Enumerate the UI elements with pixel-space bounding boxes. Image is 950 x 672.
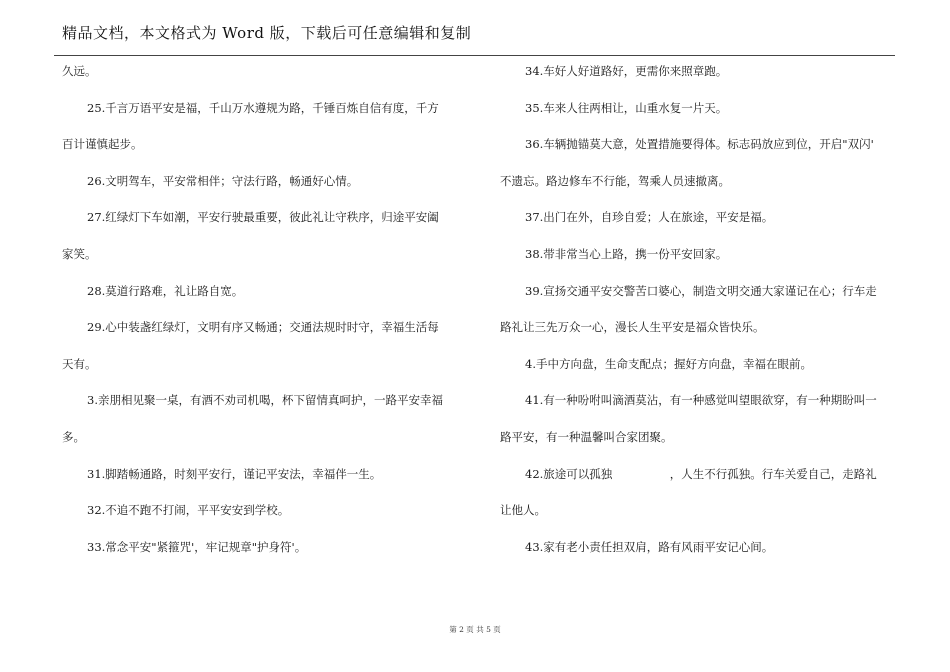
text-line: 33.常念平安"紧箍咒'，牢记规章"护身符'。 [87,539,307,554]
text-line: 27.红绿灯下车如潮，平安行驶最重要，彼此礼让守秩序，归途平安阖 [87,210,439,225]
text-line: 路平安，有一种温馨叫合家团聚。 [500,429,673,444]
text-line: 让他人。 [500,503,546,518]
text-line: 不遗忘。路边修车不行能，驾乘人员速撤离。 [500,173,730,188]
text-line: 32.不追不跑不打闹，平平安安到学校。 [87,503,290,518]
text-line: 28.莫道行路难，礼让路自宽。 [87,283,244,298]
text-line: 41.有一种吩咐叫滴酒莫沾，有一种感觉叫望眼欲穿，有一种期盼叫一 [525,393,877,408]
text-line: 天有。 [62,356,97,371]
text-line: 42.旅途可以孤独 ，人生不行孤独。行车关爱自己，走路礼 [525,466,877,481]
text-line: 4.手中方向盘，生命支配点；握好方向盘，幸福在眼前。 [525,356,812,371]
text-line: 31.脚踏畅通路，时刻平安行，谨记平安法，幸福伴一生。 [87,466,382,481]
text-line: 38.带非常当心上路，携一份平安回家。 [525,246,728,261]
left-text-column [62,62,457,574]
text-line: 43.家有老小责任担双肩，路有风雨平安记心间。 [525,539,774,554]
text-line: 3.亲朋相见聚一桌，有酒不劝司机喝，杯下留情真呵护，一路平安幸福 [87,393,443,408]
text-line: 多。 [62,429,85,444]
text-line: 26.文明驾车，平安常相伴；守法行路，畅通好心情。 [87,173,359,188]
text-line: 37.出门在外，自珍自爱；人在旅途，平安是福。 [525,210,774,225]
text-line: 34.车好人好道路好，更需你来照章跑。 [525,64,728,78]
text-line: 百计谨慎起步。 [62,137,143,152]
header-divider [54,55,895,56]
text-line: 29.心中装盏红绿灯，文明有序又畅通；交通法规时时守，幸福生活每 [87,320,439,335]
text-line: 久远。 [62,64,97,78]
right-text-column [500,62,895,574]
text-line: 39.宣扬交通平安交警苦口婆心，制造文明交通大家谨记在心；行车走 [525,283,877,298]
text-line: 35.车来人往两相让，山重水复一片天。 [525,100,728,115]
text-line: 路礼让三先万众一心，漫长人生平安是福众皆快乐。 [500,320,765,335]
page-number-footer: 第 2 页 共 5 页 [449,625,501,634]
document-header-title: 精品文档，本文格式为 Word 版，下载后可任意编辑和复制 [62,24,472,42]
text-line: 36.车辆抛锚莫大意，处置措施要得体。标志码放应到位，开启"双闪' [525,137,874,152]
text-line: 25.千言万语平安是福，千山万水遵规为路，千锤百炼自信有度，千方 [87,100,439,115]
text-line: 家笑。 [62,246,97,261]
